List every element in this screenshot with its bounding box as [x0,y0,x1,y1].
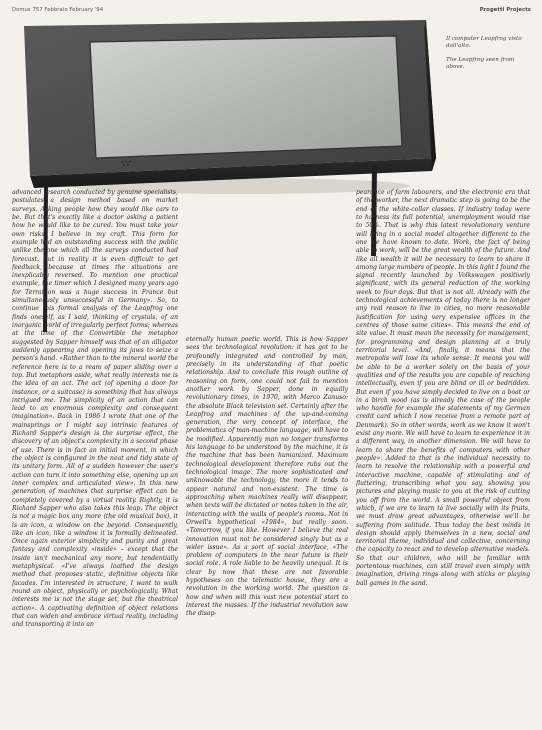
text-column-middle [186,336,348,719]
text-column-right [356,189,530,719]
photo-caption-english: The Leapfrog seen from above. [446,57,515,70]
running-header-left: Domus 757 Febbraio February '94 [12,7,104,13]
column-paragraph: pearance of farm labourers, and the electronic era that of the worker, the next dramatic step is going to be the end of the white-collar classes. If industry today were to harness its full potential, unemployment would rise to 50%. That is why this latest revolutionary venture will bring in a social model altogether different to the one we have known to date. Work, the fact of being able to work, will be the great wealth of the future. And like all wealth it will be necessary to learn to share it among large numbers of people. In this light I found the signal recently launched by Volkswagen positively significant, with its general reduction of the working week to four days. But that is not all. Already with the technological achievements of today there is no longer any real reason to live in cities, no more reasonable justification for using very expensive offices in the centres of those same cities». This means the end of site value. It must mean the necessity for management, for programming and design planning at a truly territorial level. «And, finally, it means that the metropolis will lose its whole sense. It means you will be able to be a worker solely on the basis of your qualities and of the results you are capable of reaching intellectually, even if you are blind or ill or bedridden. But even if you have simply decided to live on a boat or in a birch wood (as is already the case of the people who handle for example the statements of my German credit card which I now receive from a remote part of Denmark). So in other words, work as we know it won't exist any more. We will have to learn to experience it in a different way, in another dimension. We will have to learn to share the benefits of computers with other people». Added to that is the individual necessity to learn to resolve the relationship with a powerful and interactive machine, capable of stimulating and of fluttering, transcribing what you say, showing you pictures and playing music to you at the risk of cutting you off from the world. A small powerful object from which, if we are to learn to live socially with its fruits, we must draw great advantages, otherwise we'll be suffering from solitude. Thus today the best minds in design should apply themselves in a new, social and territorial theme, individual and collective, concerning the capacity to react and to develop alternative models. So that our children, who will be familiar with portentous machines, can still travel even simply with imagination, driving rings along with sticks or playing ball games in the sand. [356,189,530,587]
column-paragraph: advanced research conducted by genuine specialists, postulates a design method based on market surveys. Asking people how they would like cars to be. But that's exactly like a doctor asking a patient how he would like to be cured. You must take your own risks. I believe in my craft. This form for example had an outstanding success with the public unlike the one which all the surveys conducted had forecast. But in reality it is even difficult to get feedback, because at times the situations are inexplicably reversed. To mention one practical example, the timer which I designed many years ago for Terraillon was a huge success in France but simultaneously unsuccessful in Germany». So, to continue this formal analysis of the Leapfrog one finds oneself, as I said, thinking of crystals, of an inorganic world of irregularly perfect forms; whereas at the time of the Convertible the metaphor suggested by Sapper himself was that of an alligator suddenly appearing and opening its jaws to seize a person's hand. «Rather than to the mineral world the reference here is to a ream of paper sliding over a top. But metaphors aside, what really interests me is the idea of an act. The act (of opening a door for instance, or a suitcase) is something that has always intrigued me. The simplicity of an action that can lead to an enormous complexity and consequent imagination». Back in 1986 I wrote that one of the mainsprings or I might say intrinsic features of Richard Sapper's design is the surprise effect, the discovery of an object's complexity in a second phase of use. There is in fact an initial moment, in which the object is configured in the neat and tidy state of its unitary form. All of a sudden however the user's action can turn it into something else, opening up an inner complex and articulated view». In this new generation of machines that surprise effect can be completely covered by a virtual reality. Rightly, it is Richard Sapper who also takes this leap. The object is not a magic box any more (the old musical box), it is an icon, a window on the beyond. Consequently, like an icon, like a window it is formally delineated. Once again exterior simplicity and purity and great fantasy and complexity «inside» – except that the inside isn't mechanical any more, but tendentially metaphysical. «I've always loathed the design method that proposes static, definitive objects like facades. I'm interested in structure, I want to walk round an object, physically or psychologically. What interests me is not the stage set, but the theatrical action». A captivating definition of object relations that can widen and embrace virtual reality, including and transporting it into an [12,189,178,629]
device-screen [90,36,402,158]
column-paragraph: eternally human poetic world. This is how Sapper sees the technological revolution: it has got to be profoundly integrated and controlled by man, precisely in its understanding of that poetic relationship. And to conclude this rough outline of reasoning on form, one could not fail to mention another work by Sapper, done in equally revolutionary times, in 1970, with Marco Zanuso: the absolute Black television set. Certainly after the Leapfrog and machines of the up-and-coming generation, the very concept of interface, the problematics of man-machine language, will have to be modified. Apparently man no longer transforms his language to be understood by the machine, it is the machine that has been humanized. Maximum technological development therefore rubs out the technological image. The more sophisticated and unknowable the technology, the more it tends to appear natural and non-existent. The time is approaching when machines really will disappear, when texts will be dictated or notes taken in the air, interacting with the walls of people's rooms. Not in Orwell's hypothetical «1984», but really soon. «Tomorrow, if you like. However I believe the real innovation must not be considered singly but as a wider issue». As a sort of social interface, «The problem of computers in the near future is their social role. A role liable to be heavily unequal. It is clear by now that these are not favorable hypotheses on the telematic house, they are a revolution in the working world. The question is how and when will this vast new potential start to interest the masses. If the industrial revolution saw the disap- [186,336,348,618]
photo-caption-italian: Il computer Leapfrog visto dall'alto. [446,36,522,49]
running-header-right: Progetti Projects [479,7,531,13]
text-column-left [12,189,178,719]
